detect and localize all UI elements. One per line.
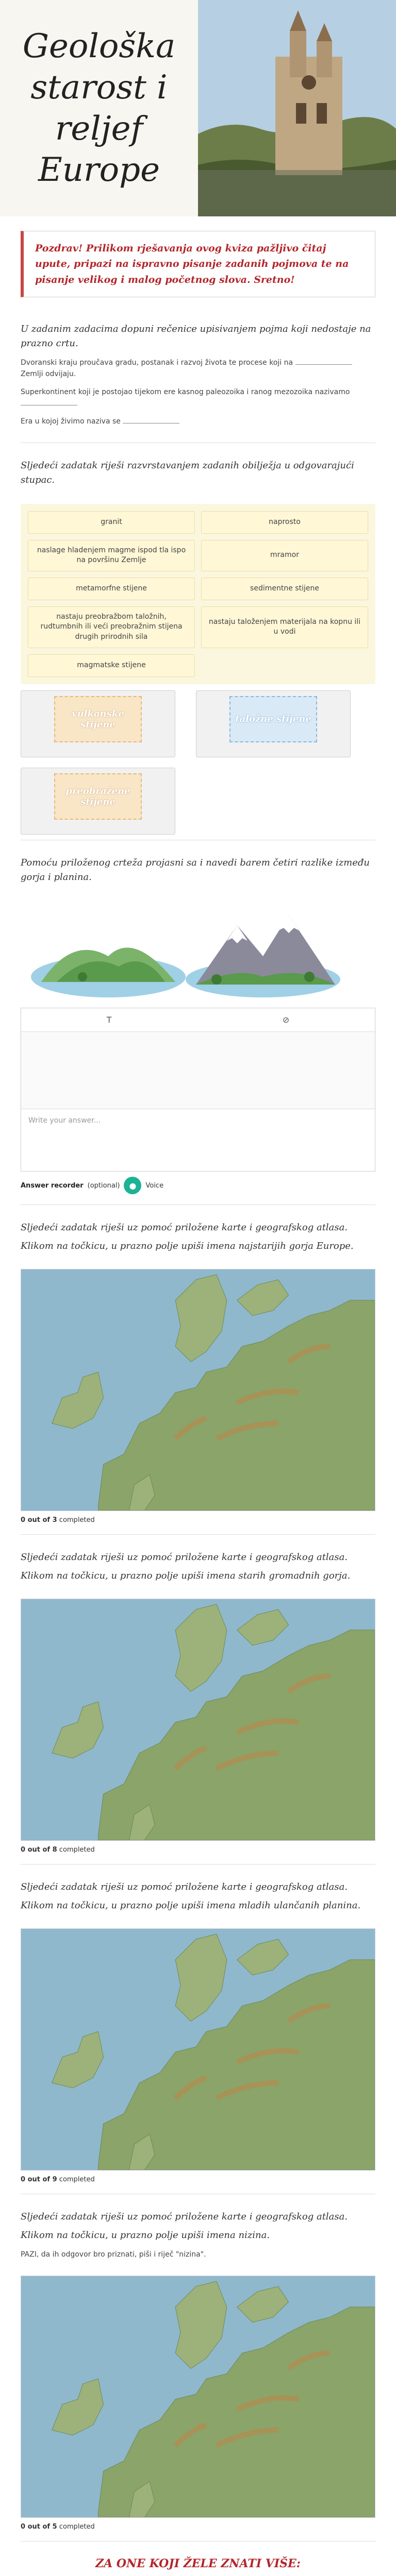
progress-count: 0 out of 9	[21, 2175, 57, 2183]
map-task-1	[0, 1210, 396, 1264]
map-task-2	[0, 1540, 396, 1594]
page-title: Geološka starost i reljef Europe	[22, 27, 176, 189]
map-task-sub: Klikom na točkicu, u prazno polje upiši imena mladih ulančanih planina.	[21, 1900, 361, 1911]
drop-zone-volcanic[interactable]	[21, 690, 175, 757]
europe-map-1[interactable]	[21, 1269, 375, 1511]
mountain-illustration	[21, 900, 375, 1003]
relief-map	[21, 1929, 375, 2170]
intro-text: Pozdrav! Prilikom rješavanja ovog kviza pažljivo čitaj upute, pripazi na ispravno pisanje zadanih pojmova te na pisanje velikog i malog početnog slova. Sretno!	[35, 243, 349, 285]
map-1-progress	[21, 1516, 375, 1524]
task-fill-blanks	[0, 312, 396, 437]
task1-line3	[21, 416, 375, 427]
sort-chip[interactable]: magmatske stijene	[28, 654, 195, 677]
erase-tool-button[interactable]: ⊘	[282, 1015, 290, 1025]
divider	[21, 1534, 375, 1535]
task-sort	[0, 448, 396, 498]
relief-map	[21, 1269, 375, 1511]
map-task-title: Sljedeći zadatak riješi uz pomoć priložene karte i geografskog atlasa.	[21, 2211, 348, 2222]
divider	[21, 1864, 375, 1865]
progress-count: 0 out of 3	[21, 1516, 57, 1524]
blank-input-3[interactable]	[123, 416, 179, 423]
extra-heading: ZA ONE KOJI ŽELE ZNATI VIŠE:	[95, 2556, 301, 2570]
worksheet-header	[0, 0, 396, 216]
header-photo	[198, 0, 396, 216]
europe-map-3[interactable]	[21, 1928, 375, 2171]
sort-chip[interactable]: naslage hladenjem magme ispod tla ispo na površinu Zemlje	[28, 540, 195, 571]
map-task-note: PAZI, da ih odgovor bro priznati, piši i riječ "nizina".	[21, 2250, 206, 2259]
progress-label: completed	[59, 2175, 95, 2183]
sort-chip[interactable]: granit	[28, 511, 195, 534]
drop-zone-sedimentary[interactable]	[196, 690, 351, 757]
drop-zone-label: preobražene stijene	[54, 773, 142, 820]
cathedral-image	[198, 0, 396, 216]
map-3-progress	[21, 2176, 375, 2183]
task1-line2-text: Superkontinent koji je postojao tijekom ere kasnog paleozoika i ranog mezozoika	[21, 387, 313, 396]
sort-chip[interactable]: mramor	[201, 540, 368, 571]
progress-label: completed	[59, 2522, 95, 2531]
mountains-drawing	[21, 900, 375, 1003]
answer-recorder	[21, 1177, 375, 1194]
map-4-progress	[21, 2523, 375, 2531]
map-task-title: Sljedeći zadatak riješi uz pomoć priložene karte i geografskog atlasa.	[21, 1222, 348, 1233]
recorder-hint: Voice	[145, 1181, 164, 1190]
task1-line2b-text: nazivamo	[315, 387, 350, 396]
europe-map-2[interactable]	[21, 1599, 375, 1841]
sort-chip[interactable]: metamorfne stijene	[28, 578, 195, 600]
task1-line2	[21, 386, 375, 410]
blank-input-1[interactable]	[295, 358, 352, 365]
recorder-label: Answer recorder	[21, 1181, 84, 1190]
title-panel	[0, 0, 198, 216]
map-task-title: Sljedeći zadatak riješi uz pomoć priložene karte i geografskog atlasa.	[21, 1882, 348, 1892]
task1-line1b-text: Zemlji odvijaju.	[21, 370, 76, 379]
task1-instruction: U zadanim zadacima dopuni rečenice upisivanjem pojma koji nedostaje na prazno crtu.	[21, 324, 371, 349]
blank-input-2[interactable]	[21, 398, 77, 405]
drop-zone-label: taložne stijene	[229, 696, 317, 742]
intro-box	[21, 231, 375, 297]
task1-line3-text: Era u kojoj živimo naziva se	[21, 417, 121, 426]
task-drawing	[0, 845, 396, 895]
map-task-sub: Klikom na točkicu, u prazno polje upiši imena najstarijih gorja Europe.	[21, 1241, 354, 1252]
map-2-progress	[21, 1846, 375, 1854]
drawing-toolbar	[21, 1008, 375, 1032]
drop-zone-label: vulkanske stijene	[54, 696, 142, 742]
relief-map	[21, 1599, 375, 1840]
drop-zone-metamorphic[interactable]	[21, 768, 175, 835]
map-task-3	[0, 1870, 396, 1923]
drawing-widget	[21, 1008, 375, 1172]
microphone-icon[interactable]: ●	[124, 1177, 141, 1194]
progress-count: 0 out of 8	[21, 1846, 57, 1854]
task2-instruction: Sljedeći zadatak riješi razvrstavanjem zadanih obilježja u odgovarajući stupac.	[21, 460, 354, 485]
progress-label: completed	[59, 1846, 95, 1854]
task1-line1-text: Dvoranski kraju proučava gradu, postanak i razvoj života te procese koji na	[21, 358, 293, 367]
recorder-optional: (optional)	[87, 1181, 120, 1190]
sort-chip[interactable]: sedimentne stijene	[201, 578, 368, 600]
sort-chip[interactable]: nastaju taloženjem materijala na kopnu ili u vodi	[201, 606, 368, 648]
map-task-sub: Klikom na točkicu, u prazno polje upiši imena starih gromadnih gorja.	[21, 1570, 351, 1582]
map-task-title: Sljedeći zadatak riješi uz pomoć priložene karte i geografskog atlasa.	[21, 1552, 348, 1563]
sort-chip-bank	[21, 504, 375, 684]
map-task-sub: Klikom na točkicu, u prazno polje upiši imena nizina.	[21, 2229, 270, 2241]
sort-drop-zones	[21, 690, 375, 835]
europe-map-4[interactable]	[21, 2276, 375, 2518]
text-tool-button[interactable]: T	[106, 1015, 112, 1025]
progress-label: completed	[59, 1516, 95, 1524]
relief-map	[21, 2276, 375, 2517]
task1-line1	[21, 357, 375, 380]
drawing-canvas[interactable]	[21, 1032, 375, 1109]
map-task-4	[0, 2199, 396, 2270]
sort-chip[interactable]: nastaju preobražbom taložnih, rudtumbnih ili veći preobražnim stijena drugih prirodnih sila	[28, 606, 195, 648]
task3-instruction: Pomoću priloženog crteža projasni sa i navedi barem četiri razlike između gorja i planina.	[21, 857, 370, 883]
sort-chip[interactable]: naprosto	[201, 511, 368, 534]
answer-textarea[interactable]: Write your answer...	[28, 1116, 101, 1125]
progress-count: 0 out of 5	[21, 2522, 57, 2531]
